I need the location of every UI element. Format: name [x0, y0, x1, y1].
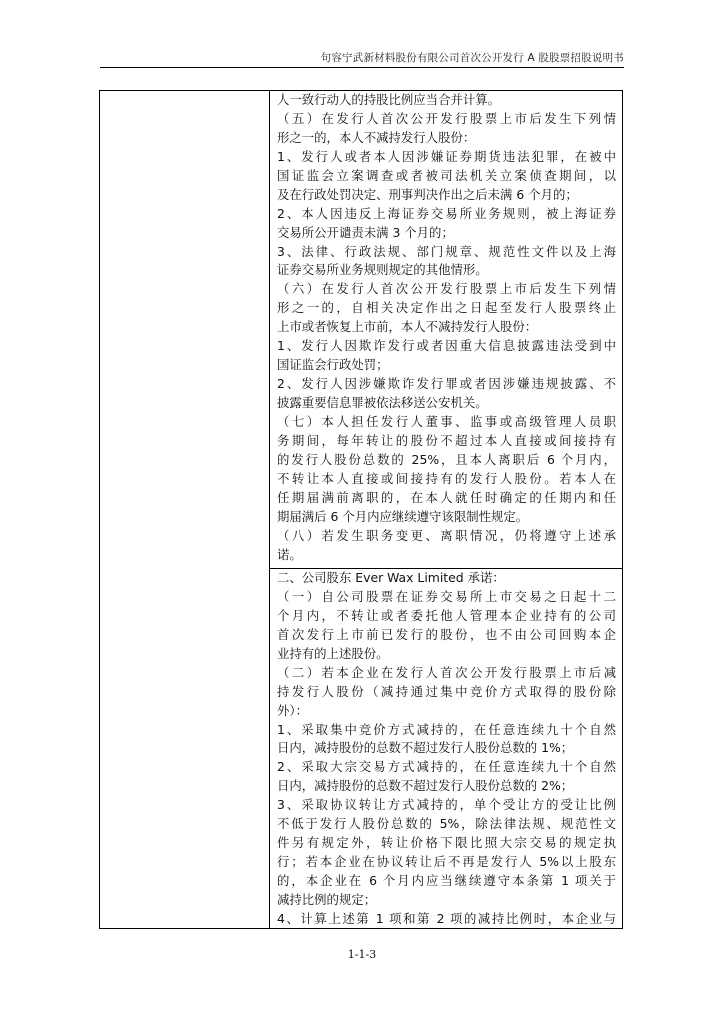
text-line: 1、采取集中竞价方式减持的，在任意连续九十个自然 [277, 721, 616, 737]
text-line: 二、公司股东 Ever Wax Limited 承诺： [277, 570, 505, 585]
text-line: （二）若本企业在发行人首次公开发行股票上市后减 [277, 664, 616, 680]
text-line: 1、发行人因欺诈发行或者因重大信息披露违法受到中 [277, 338, 616, 354]
text-line: 4、计算上述第 1 项和第 2 项的减持比例时，本企业与 [277, 910, 616, 926]
table-right-cell [270, 91, 622, 928]
row-divider [270, 568, 622, 569]
text-line: 3、采取协议转让方式减持的，单个受让方的受让比例 [277, 797, 616, 813]
text-line: 行；若本企业在协议转让后不再是发行人 5%以上股东 [277, 854, 616, 870]
text-line: （七）本人担任发行人董事、监事或高级管理人员职 [277, 413, 616, 429]
page-number: 1-1-3 [347, 948, 377, 961]
header-rule [100, 67, 624, 68]
text-line: 证券交易所业务规则规定的其他情形。 [277, 262, 488, 278]
text-line: 期届满后 6 个月内应继续遵守该限制性规定。 [277, 508, 529, 524]
text-line: 持发行人股份（减持通过集中竞价方式取得的股份除 [277, 683, 616, 699]
text-line: 交易所公开谴责未满 3 个月的； [277, 224, 454, 240]
text-line: 诺。 [277, 546, 302, 562]
text-line: 的发行人股份总数的 25%，且本人离职后 6 个月内， [277, 451, 616, 467]
text-line: 不低于发行人股份总数的 5%，除法律法规、规范性文 [277, 816, 616, 832]
text-line: 首次发行上市前已发行的股份，也不由公司回购本企 [277, 626, 616, 642]
text-line: 件另有规定外，转让价格下限比照大宗交易的规定执 [277, 835, 616, 851]
commitment-table [99, 90, 623, 929]
text-line: 及在行政处罚决定、刑事判决作出之后未满 6 个月的； [277, 186, 578, 202]
text-line: 2、发行人因涉嫌欺诈发行罪或者因涉嫌违规披露、不 [277, 376, 616, 392]
text-line: （五）在发行人首次公开发行股票上市后发生下列情 [277, 110, 616, 126]
text-line: 形之一的，本人不减持发行人股份： [277, 129, 476, 145]
commitment-block-1 [277, 91, 616, 564]
text-line: 2、采取大宗交易方式减持的，在任意连续九十个自然 [277, 759, 616, 775]
text-line: 1、发行人或者本人因涉嫌证券期货违法犯罪，在被中 [277, 148, 616, 164]
text-line: 的，本企业在 6 个月内应当继续遵守本条第 1 项关于 [277, 873, 616, 888]
text-line: 形之一的，自相关决定作出之日起至发行人股票终止 [277, 300, 616, 316]
text-line: 务期间，每年转让的股份不超过本人直接或间接持有 [277, 432, 616, 448]
text-line: 个月内，不转让或者委托他人管理本企业持有的公司 [277, 607, 616, 623]
table-left-cell [100, 91, 270, 928]
text-line: 不转让本人直接或间接持有的发行人股份。若本人在 [277, 470, 616, 486]
text-line: 披露重要信息罪被依法移送公安机关。 [277, 395, 488, 410]
text-line: （六）在发行人首次公开发行股票上市后发生下列情 [277, 281, 616, 297]
text-line: 业持有的上述股份。 [277, 645, 389, 661]
text-line: 国证监会行政处罚； [277, 357, 389, 373]
text-line: 任期届满前离职的，在本人就任时确定的任期内和任 [277, 489, 616, 505]
text-line: 减持比例的规定； [277, 891, 377, 907]
text-line: （八）若发生职务变更、离职情况，仍将遵守上述承 [277, 527, 616, 543]
text-line: 日内，减持股份的总数不超过发行人股份总数的 2%； [277, 778, 574, 794]
page-header: 句容宁武新材料股份有限公司首次公开发行 A 股股票招股说明书 [320, 52, 624, 64]
commitment-block-2 [277, 569, 616, 929]
text-line: （一）自公司股票在证券交易所上市交易之日起十二 [277, 588, 616, 604]
text-line: 外）： [277, 702, 308, 718]
text-line: 2、本人因违反上海证券交易所业务规则，被上海证券 [277, 205, 616, 221]
text-line: 日内，减持股份的总数不超过发行人股份总数的 1%； [277, 740, 574, 756]
text-line: 3、法律、行政法规、部门规章、规范性文件以及上海 [277, 243, 616, 259]
text-line: 人一致行动人的持股比例应当合并计算。 [277, 92, 501, 107]
text-line: 国证监会立案调查或者被司法机关立案侦查期间，以 [277, 167, 616, 183]
text-line: 上市或者恢复上市前，本人不减持发行人股份： [277, 319, 538, 335]
